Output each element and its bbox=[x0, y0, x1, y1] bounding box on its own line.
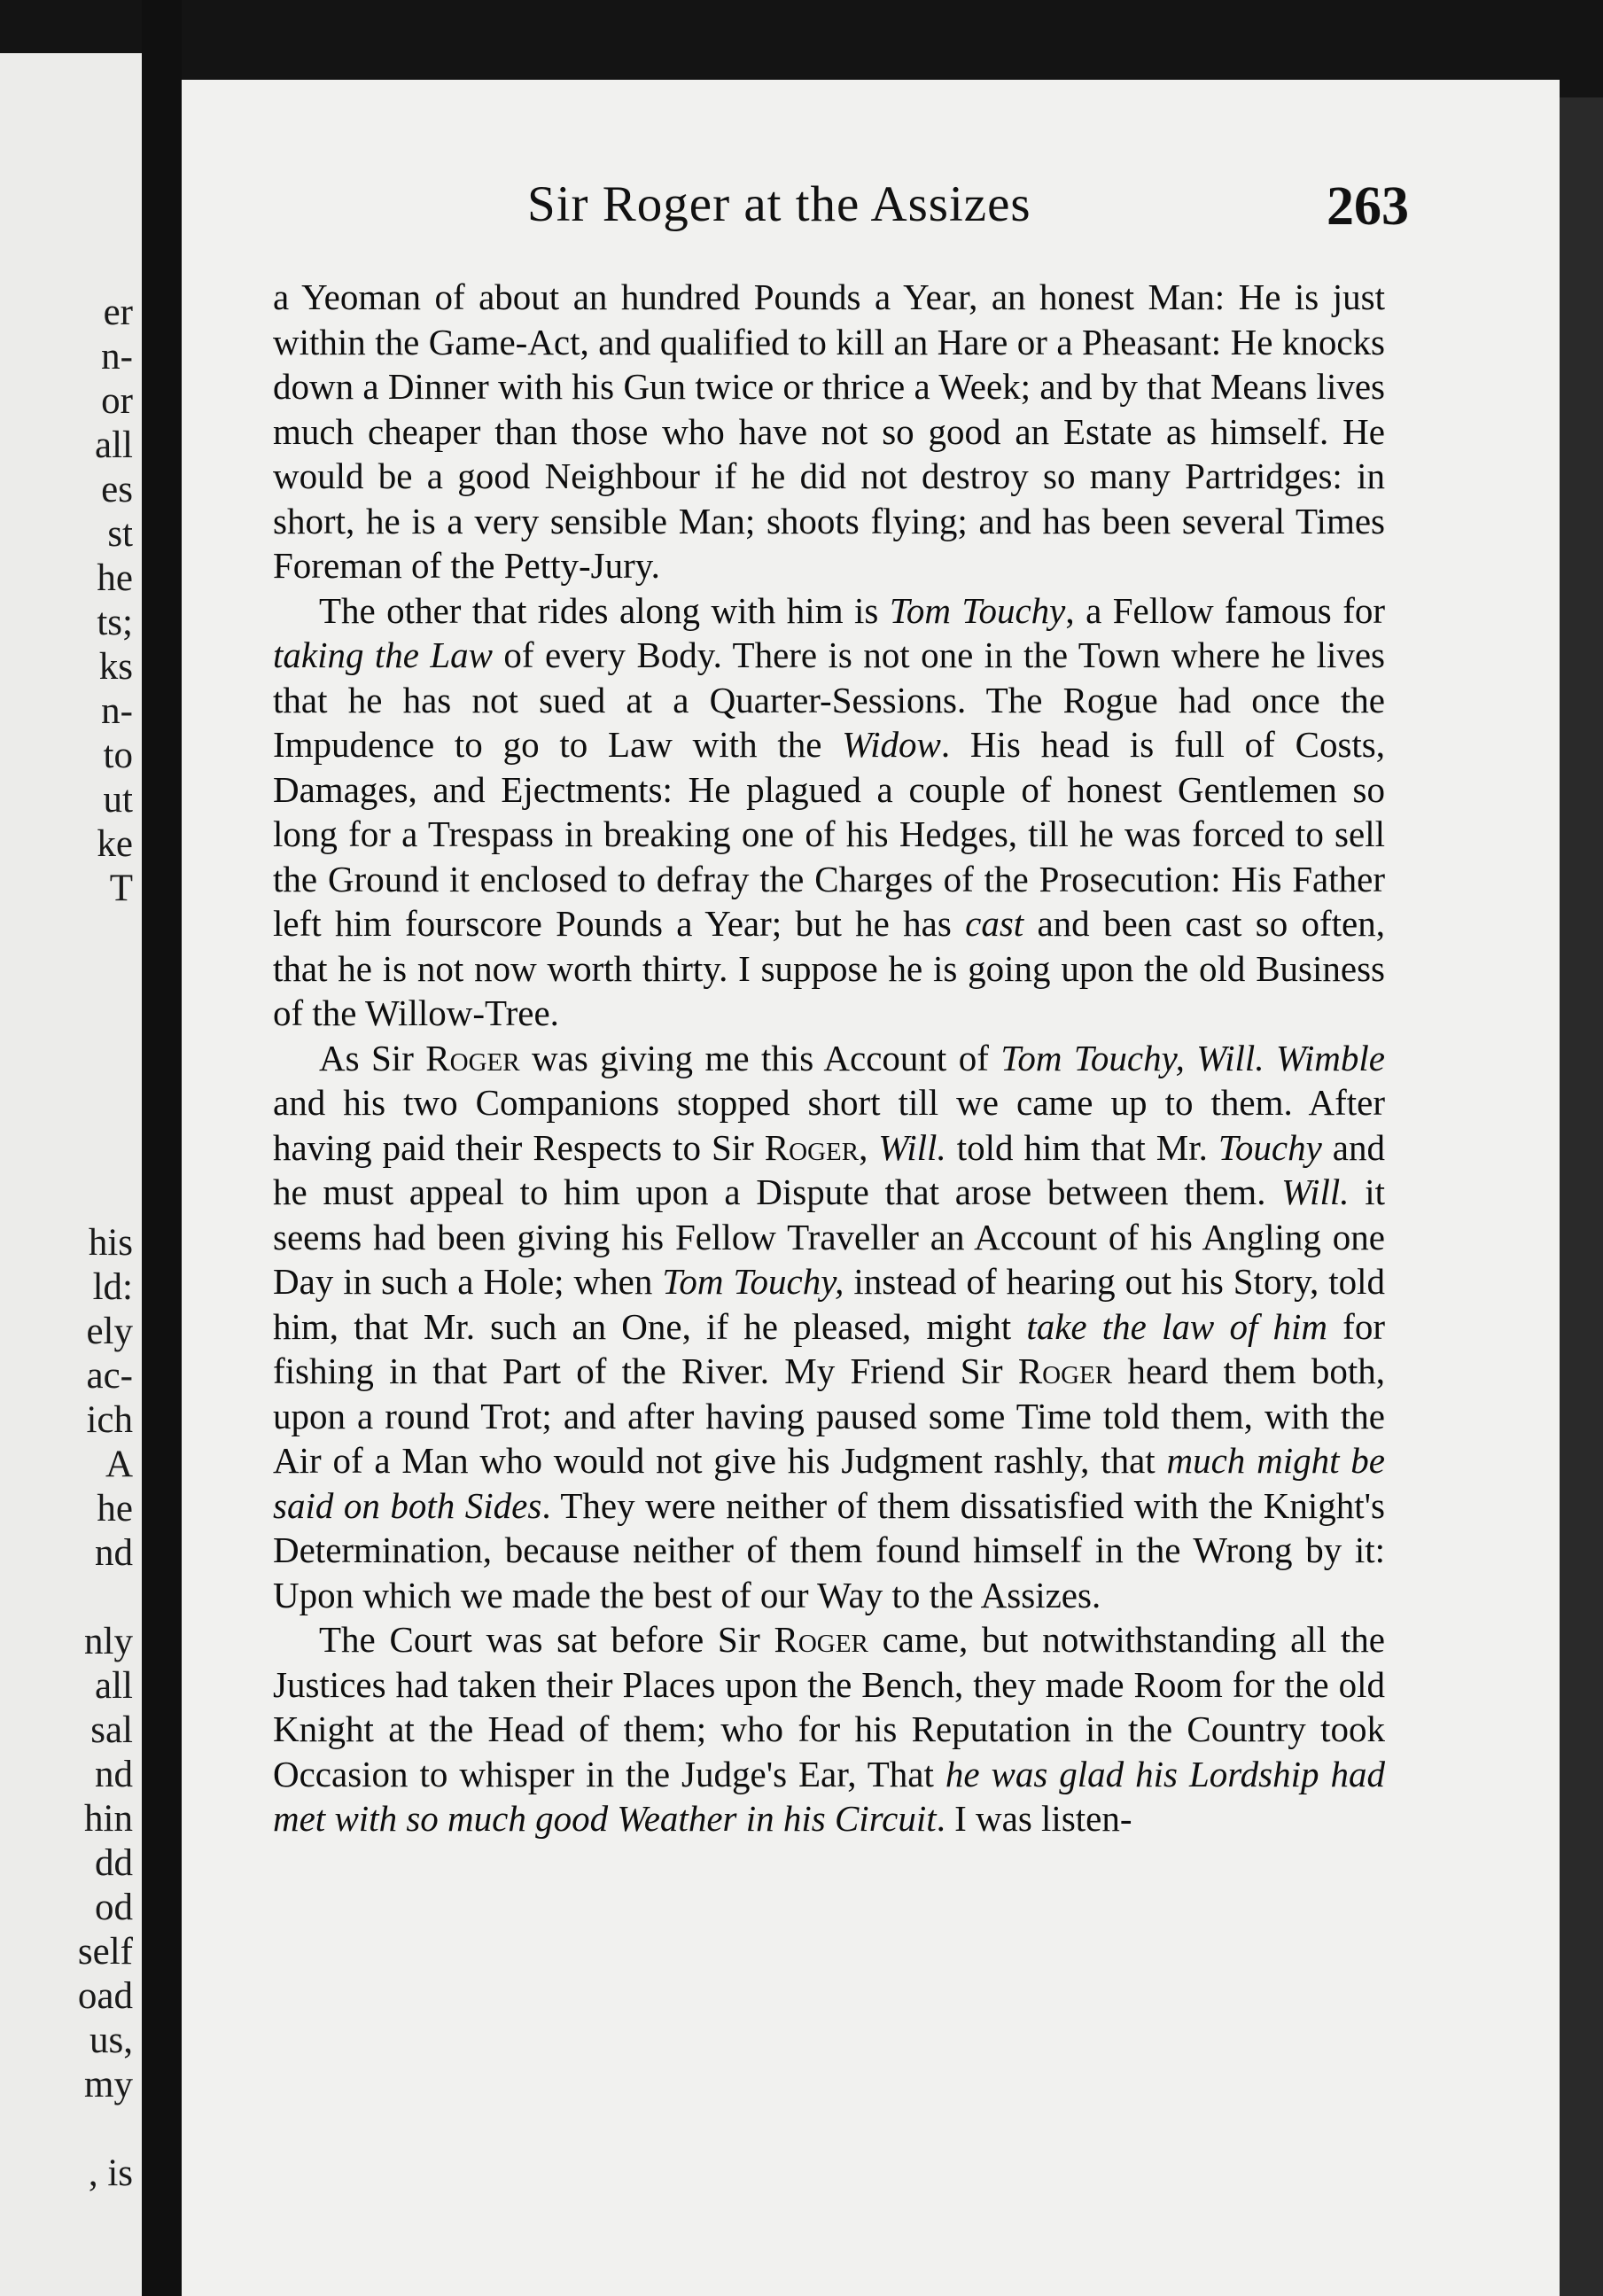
facing-page-line: all bbox=[95, 424, 133, 466]
facing-page-line bbox=[0, 1576, 133, 1620]
facing-page-line: er bbox=[103, 292, 133, 333]
italic-run: taking the Law bbox=[273, 634, 494, 675]
facing-page-line: nd bbox=[95, 1754, 133, 1795]
text-run: and been cast so often, that he is not now worth thirty. I suppose he is going upon the old Business of the Willow-Tree. bbox=[273, 903, 1385, 1033]
facing-page-line: to bbox=[103, 735, 133, 776]
text-run: was giving me this Account of bbox=[519, 1037, 1001, 1078]
facing-page-line bbox=[0, 1177, 133, 1221]
italic-run: take the law of him bbox=[1026, 1305, 1328, 1347]
facing-page-line: all bbox=[95, 1665, 133, 1707]
facing-page-line: he bbox=[97, 1488, 133, 1529]
facing-page-line: sal bbox=[90, 1709, 133, 1751]
page-body-text bbox=[273, 275, 1385, 1841]
facing-page-line bbox=[0, 1000, 133, 1044]
italic-run: cast bbox=[965, 903, 1024, 944]
facing-page-line bbox=[0, 2107, 133, 2152]
text-run: heard them both, upon a round Trot; and after having paused some Time told them, with the Air of a Man who would not give his Judgment rashly, that bbox=[273, 1350, 1385, 1481]
facing-page-line: A bbox=[105, 1444, 133, 1485]
facing-page-line: us, bbox=[89, 2020, 133, 2061]
running-title: Sir Roger at the Assizes bbox=[527, 176, 1031, 232]
facing-page-line: n- bbox=[101, 690, 133, 732]
facing-page-line: self bbox=[77, 1931, 133, 1973]
italic-run: Widow bbox=[842, 724, 941, 765]
facing-page-line: ts; bbox=[97, 602, 133, 643]
facing-page-line: ely bbox=[86, 1311, 133, 1352]
facing-page-line: dd bbox=[95, 1842, 133, 1884]
facing-page-line: n- bbox=[101, 336, 133, 377]
text-run: told him that Mr. bbox=[945, 1126, 1218, 1168]
page-number: 263 bbox=[1327, 176, 1409, 237]
facing-page-line: T bbox=[109, 868, 133, 909]
text-run: As Sir bbox=[319, 1037, 426, 1078]
italic-run: Touchy bbox=[1218, 1126, 1322, 1168]
facing-page-line: ks bbox=[98, 646, 133, 688]
text-run: it seems had been giving his Fellow Traveller an Account of his Angling one Day in such a Hole; when bbox=[273, 1171, 1385, 1302]
facing-page-line: ut bbox=[103, 779, 133, 821]
facing-page-line bbox=[0, 1132, 133, 1177]
text-run: , bbox=[859, 1126, 879, 1168]
page-edge-shadow bbox=[1560, 97, 1603, 2296]
text-run: came, but notwithstanding all the Justices had taken their Places upon the Bench, they made Room for the old Knight at the Head of them; who for his Reputation in the Country took Occasion to whisper in the Judge's Ear, That bbox=[273, 1619, 1385, 1794]
facing-page-line: nly bbox=[84, 1621, 133, 1662]
text-run: of every Body. There is not one in the Town where he lives that he has not sued at a Quarter-Sessions. The Rogue had once the Impudence to go to Law with the bbox=[273, 634, 1386, 765]
text-run: and he must appeal to him upon a Dispute that arose between them. bbox=[273, 1126, 1385, 1212]
facing-page-line: my bbox=[84, 2064, 133, 2105]
facing-page-text-fragments bbox=[0, 291, 133, 2196]
text-run: , a Fellow famous for bbox=[1065, 589, 1385, 631]
text-run: a Yeoman of about an hundred Pounds a Year, an honest Man: He is just within the Game-Act, and qualified to kill an Hare or a Pheasant: He knocks down a Dinner with his Gun twice or thrice a Week; and by that Means lives much cheaper than those who have not so good an Estate as himself. He would be a good Neighbour if he did not destroy so many Partridges: in short, he is a very sensible Man; shoots flying; and has been several Times Foreman of the Petty-Jury. bbox=[273, 276, 1385, 586]
italic-run: Tom Touchy, Will. Wimble bbox=[1000, 1037, 1385, 1078]
text-run: The Court was sat before Sir bbox=[319, 1619, 774, 1660]
text-run: . I was listen- bbox=[936, 1798, 1132, 1839]
paragraph bbox=[273, 1036, 1385, 1618]
facing-page-line: ld: bbox=[92, 1266, 133, 1308]
small-caps-run: Roger bbox=[774, 1619, 868, 1660]
italic-run: Tom Touchy bbox=[889, 589, 1066, 631]
book-gutter bbox=[142, 0, 182, 2296]
paragraph bbox=[273, 588, 1385, 1036]
facing-page-line: st bbox=[107, 513, 133, 555]
facing-page bbox=[0, 53, 142, 2296]
paragraph bbox=[273, 275, 1385, 588]
italic-run: Will. bbox=[1281, 1171, 1350, 1212]
italic-run: he was glad his Lordship had met with so much good Weather in his Circuit bbox=[273, 1753, 1385, 1839]
facing-page-line bbox=[0, 1088, 133, 1132]
italic-run: Will. bbox=[878, 1126, 946, 1168]
text-run: The other that rides along with him is bbox=[319, 589, 890, 631]
text-run: . They were neither of them dissatisfied with the Knight's Determination, because neither of them found himself in the Wrong by it: Upon which we made the best of our Way to the Assizes. bbox=[273, 1484, 1385, 1615]
small-caps-run: Roger bbox=[764, 1126, 860, 1168]
facing-page-line: od bbox=[95, 1887, 133, 1928]
facing-page-line: ich bbox=[86, 1399, 133, 1441]
facing-page-line: ke bbox=[97, 823, 133, 865]
running-header bbox=[346, 175, 1409, 237]
facing-page-line: nd bbox=[95, 1532, 133, 1574]
text-run: for fishing in that Part of the River. My Friend Sir bbox=[273, 1305, 1385, 1391]
facing-page-line: hin bbox=[84, 1798, 133, 1840]
text-run: instead of hearing out his Story, told him, that Mr. such an One, if he pleased, might bbox=[273, 1261, 1385, 1347]
facing-page-line: he bbox=[97, 557, 133, 599]
paragraph bbox=[273, 1617, 1385, 1841]
italic-run: much might be said on both Sides bbox=[273, 1440, 1385, 1526]
text-run: . His head is full of Costs, Damages, and Ejectments: He plagued a couple of honest Gentlemen so long for a Trespass in breaking one of his Hedges, till he was forced to sell the Ground it enclosed to defray the Charges of the Prosecution: His Father left him fourscore Pounds a Year; but he has bbox=[273, 724, 1385, 944]
text-run: and his two Companions stopped short till we came up to them. After having paid their Respects to Sir bbox=[273, 1082, 1385, 1168]
facing-page-line: es bbox=[101, 469, 133, 510]
small-caps-run: Roger bbox=[425, 1037, 520, 1078]
facing-page-line: ac- bbox=[86, 1355, 133, 1397]
facing-page-line bbox=[0, 955, 133, 1000]
facing-page-line bbox=[0, 911, 133, 955]
italic-run: Tom Touchy, bbox=[662, 1261, 844, 1302]
facing-page-line bbox=[0, 1044, 133, 1088]
small-caps-run: Roger bbox=[1017, 1350, 1113, 1391]
facing-page-line: , is bbox=[88, 2152, 133, 2194]
facing-page-line: or bbox=[101, 380, 133, 422]
facing-page-line: oad bbox=[77, 1975, 133, 2017]
facing-page-line: his bbox=[88, 1222, 133, 1264]
